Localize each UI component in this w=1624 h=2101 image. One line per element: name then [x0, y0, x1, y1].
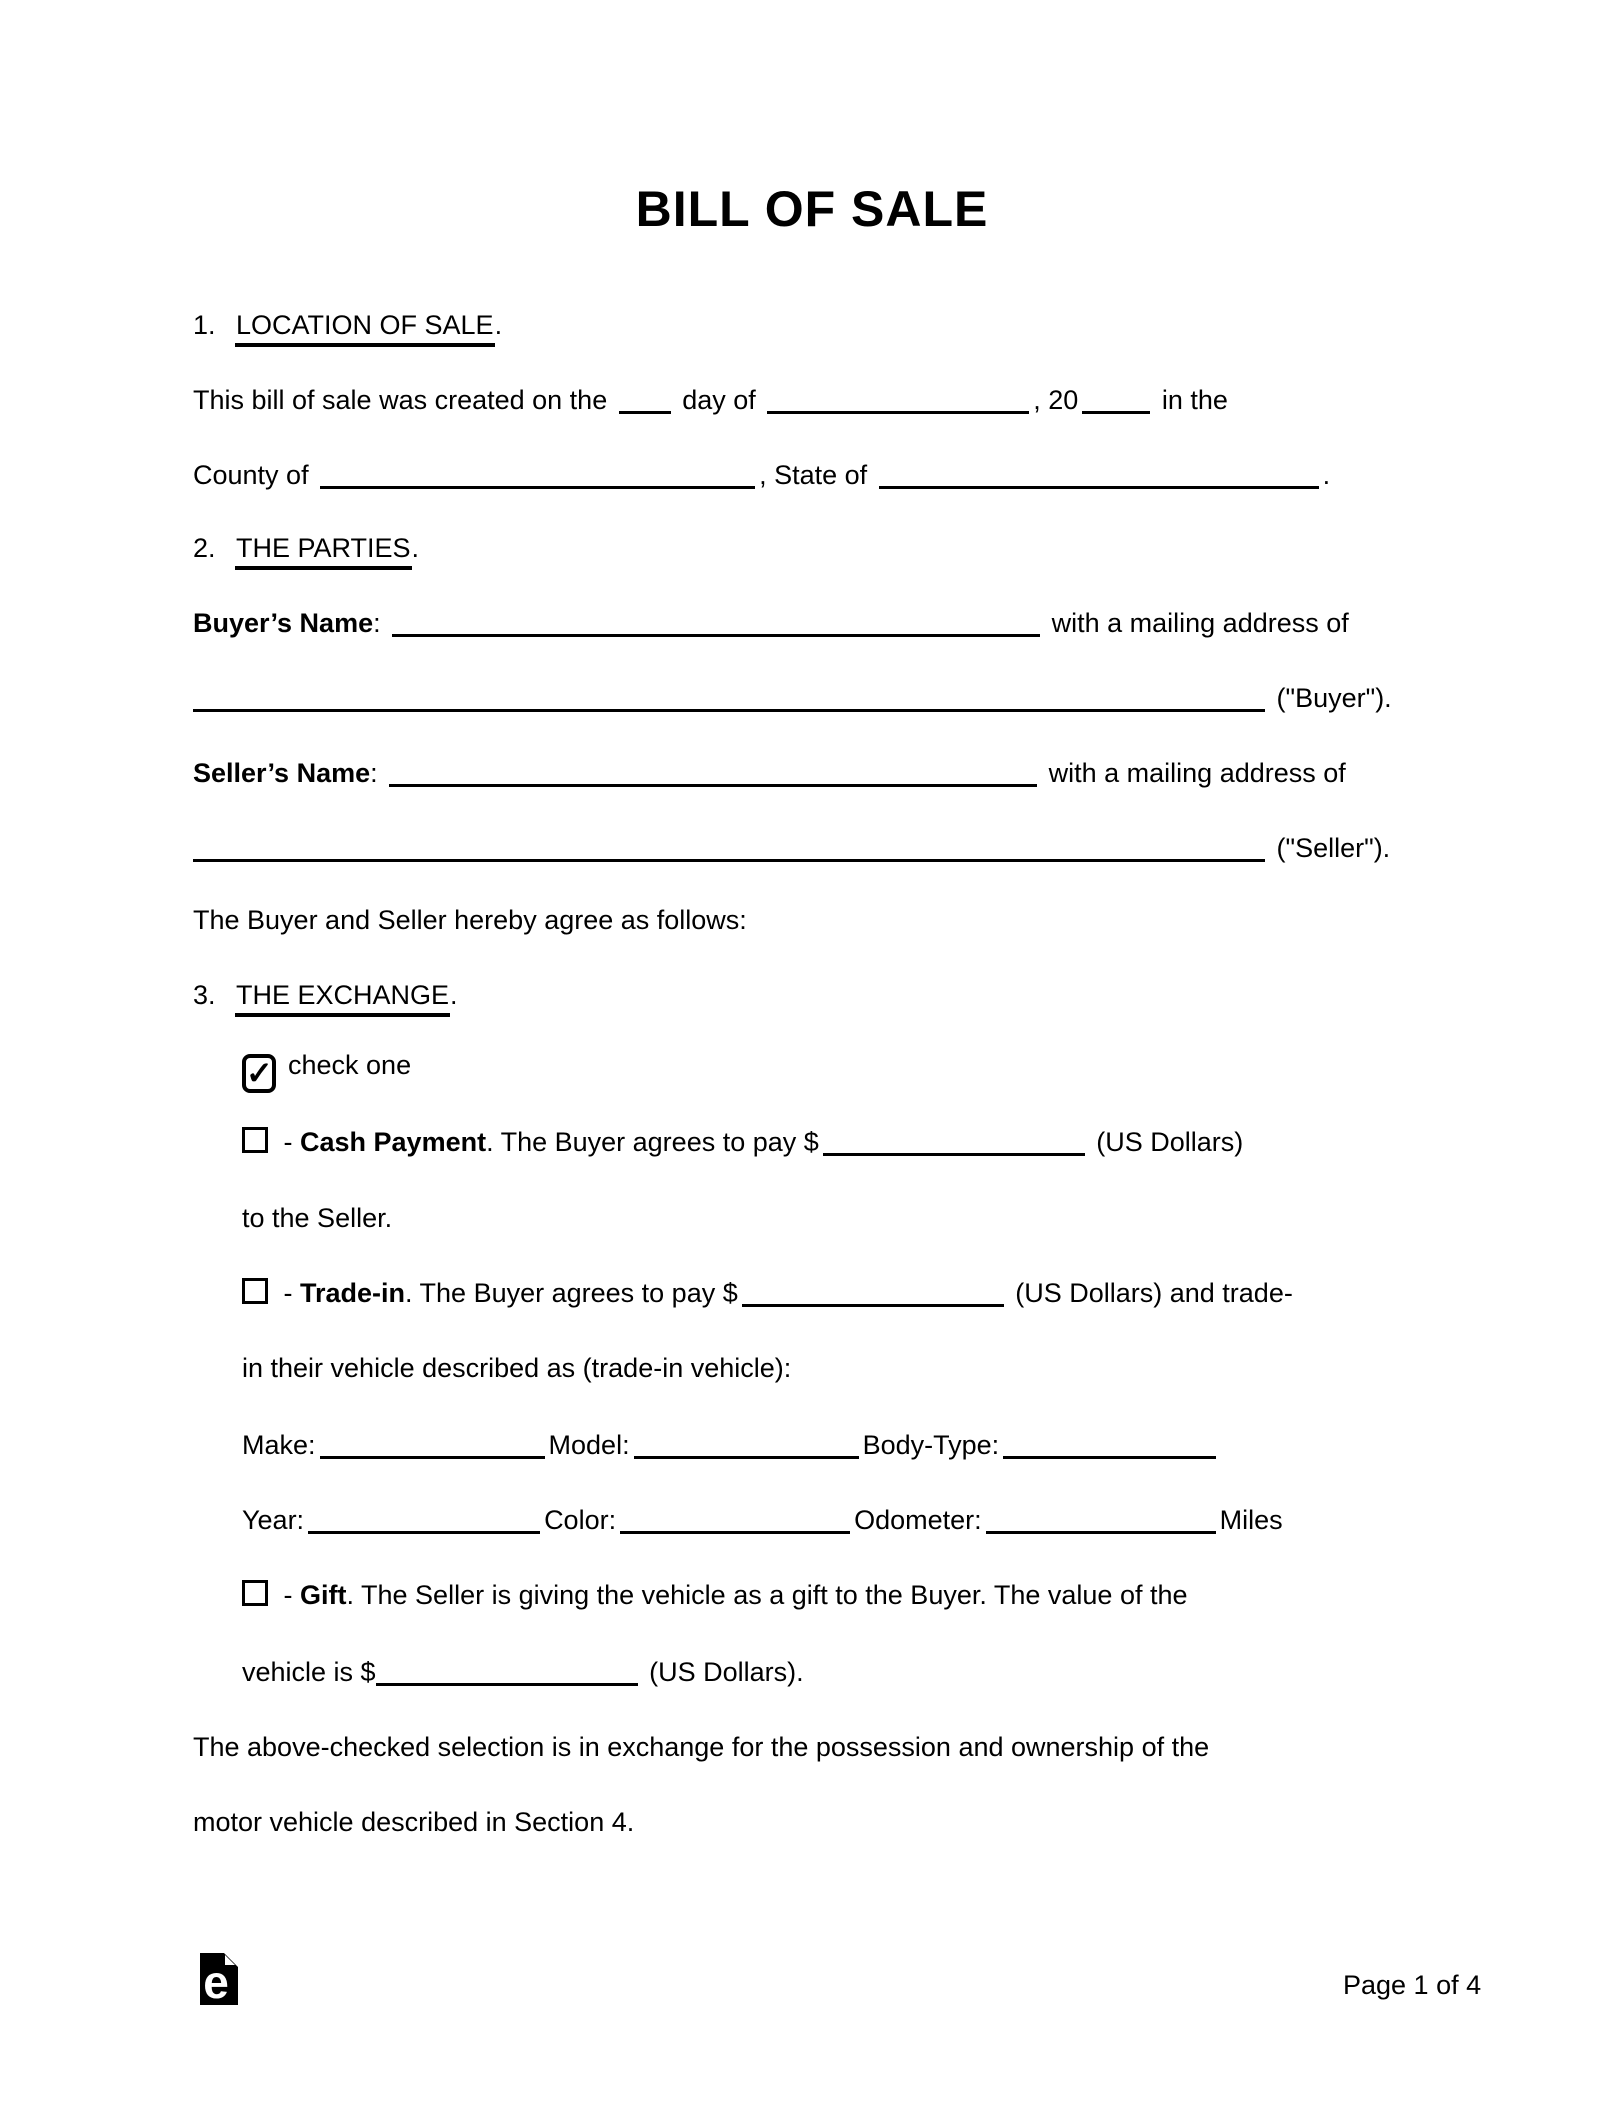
make-blank-field[interactable]	[320, 1456, 545, 1459]
body-type-blank-field[interactable]	[1003, 1456, 1216, 1459]
gift-dash: -	[276, 1580, 300, 1610]
section-2-period: .	[411, 533, 420, 563]
model-blank-field[interactable]	[634, 1456, 859, 1459]
check-one-checkbox[interactable]	[242, 1054, 276, 1093]
sale-date-text-1: This bill of sale was created on the	[193, 385, 615, 415]
seller-designation-text: ("Seller").	[1269, 833, 1391, 863]
line-gift-value	[242, 1654, 1474, 1690]
buyer-name-blank-field[interactable]	[392, 634, 1040, 637]
body-type-label: Body-Type:	[862, 1430, 1000, 1460]
line-buyer-name	[193, 605, 1474, 641]
line-to-the-seller	[242, 1200, 1474, 1236]
line-sale-date	[193, 382, 1474, 418]
seller-name-label: Seller’s Name	[193, 758, 371, 788]
seller-name-colon: :	[370, 758, 386, 788]
color-label: Color:	[544, 1505, 617, 1535]
section-3-number: 3.	[193, 980, 216, 1010]
county-label: County of	[193, 460, 317, 490]
line-year-color-odometer	[242, 1502, 1474, 1538]
cash-payment-checkbox[interactable]	[242, 1127, 268, 1153]
line-seller-address	[193, 830, 1474, 866]
line-closing-1	[193, 1729, 1474, 1765]
sale-date-text-4: in the	[1154, 385, 1228, 415]
trade-in-label: Trade-in	[300, 1278, 406, 1308]
vehicle-year-blank-field[interactable]	[308, 1531, 540, 1534]
line-check-one	[242, 1047, 1474, 1093]
page-title: BILL OF SALE	[635, 181, 989, 237]
section-1-period: .	[494, 310, 503, 340]
section-1-number: 1.	[193, 310, 216, 340]
gift-value-text-2: (US Dollars).	[641, 1657, 804, 1687]
line-agreement-intro	[193, 902, 1474, 938]
line-county-state	[193, 457, 1474, 493]
section-1-heading	[193, 307, 1474, 343]
section-2-heading	[193, 530, 1474, 566]
page-number: Page 1 of 4	[1343, 1970, 1482, 2000]
line-closing-2	[193, 1804, 1474, 1840]
trade-in-text-2: (US Dollars) and trade-	[1007, 1278, 1293, 1308]
color-blank-field[interactable]	[620, 1531, 850, 1534]
line-cash-payment	[242, 1124, 1474, 1160]
cash-payment-label: Cash Payment	[300, 1127, 487, 1157]
line-trade-in	[242, 1275, 1474, 1311]
cash-dash: -	[276, 1127, 300, 1157]
gift-value-text: vehicle is $	[242, 1657, 376, 1687]
buyer-name-label: Buyer’s Name	[193, 608, 374, 638]
month-blank-field[interactable]	[767, 411, 1029, 414]
buyer-name-colon: :	[373, 608, 389, 638]
line-buyer-address	[193, 680, 1474, 716]
gift-text: . The Seller is giving the vehicle as a gift to the Buyer. The value of the	[346, 1580, 1188, 1610]
line-seller-name	[193, 755, 1474, 791]
agreement-intro-text: The Buyer and Seller hereby agree as follows:	[193, 905, 747, 935]
year-blank-field[interactable]	[1082, 411, 1150, 414]
sale-date-text-2: day of	[674, 385, 764, 415]
closing-text-1: The above-checked selection is in exchange for the possession and ownership of the	[193, 1732, 1210, 1762]
section-3-heading	[193, 977, 1474, 1013]
make-label: Make:	[242, 1430, 316, 1460]
buyer-designation-text: ("Buyer").	[1269, 683, 1392, 713]
seller-name-text: with a mailing address of	[1041, 758, 1346, 788]
logo-letter: e	[203, 1956, 229, 2005]
buyer-address-blank-field[interactable]	[193, 709, 1265, 712]
trade-dash: -	[276, 1278, 300, 1308]
section-2-number: 2.	[193, 533, 216, 563]
state-label: , State of	[759, 460, 875, 490]
gift-checkbox[interactable]	[242, 1580, 268, 1606]
seller-name-blank-field[interactable]	[389, 784, 1037, 787]
county-blank-field[interactable]	[320, 486, 755, 489]
buyer-name-text: with a mailing address of	[1044, 608, 1349, 638]
state-blank-field[interactable]	[879, 486, 1319, 489]
sale-date-text-3: , 20	[1033, 385, 1079, 415]
check-icon: ✓	[246, 1055, 273, 1091]
odometer-blank-field[interactable]	[986, 1531, 1216, 1534]
county-line-period: .	[1322, 460, 1331, 490]
section-2-title: THE PARTIES	[235, 533, 412, 570]
trade-vehicle-intro-text: in their vehicle described as (trade-in vehicle):	[242, 1353, 792, 1383]
section-3-title: THE EXCHANGE	[235, 980, 450, 1017]
gift-label: Gift	[300, 1580, 347, 1610]
cash-payment-text-2: (US Dollars)	[1088, 1127, 1244, 1157]
gift-value-blank-field[interactable]	[376, 1683, 638, 1686]
section-3-period: .	[450, 980, 458, 1010]
model-label: Model:	[548, 1430, 630, 1460]
miles-label: Miles	[1219, 1505, 1283, 1535]
eforms-logo-icon	[200, 1953, 238, 2005]
year-label: Year:	[242, 1505, 305, 1535]
trade-amount-blank-field[interactable]	[742, 1304, 1004, 1307]
cash-payment-text: . The Buyer agrees to pay $	[486, 1127, 819, 1157]
check-one-label: check one	[288, 1050, 412, 1080]
odometer-label: Odometer:	[854, 1505, 982, 1535]
day-blank-field[interactable]	[619, 411, 671, 414]
line-make-model-body	[242, 1427, 1474, 1463]
cash-amount-blank-field[interactable]	[823, 1153, 1085, 1156]
line-trade-vehicle-intro	[242, 1350, 1474, 1386]
trade-in-checkbox[interactable]	[242, 1278, 268, 1304]
trade-in-text: . The Buyer agrees to pay $	[405, 1278, 738, 1308]
section-1-title: LOCATION OF SALE	[235, 310, 495, 347]
closing-text-2: motor vehicle described in Section 4.	[193, 1807, 635, 1837]
to-the-seller-text: to the Seller.	[242, 1203, 393, 1233]
seller-address-blank-field[interactable]	[193, 859, 1265, 862]
line-gift	[242, 1577, 1474, 1613]
